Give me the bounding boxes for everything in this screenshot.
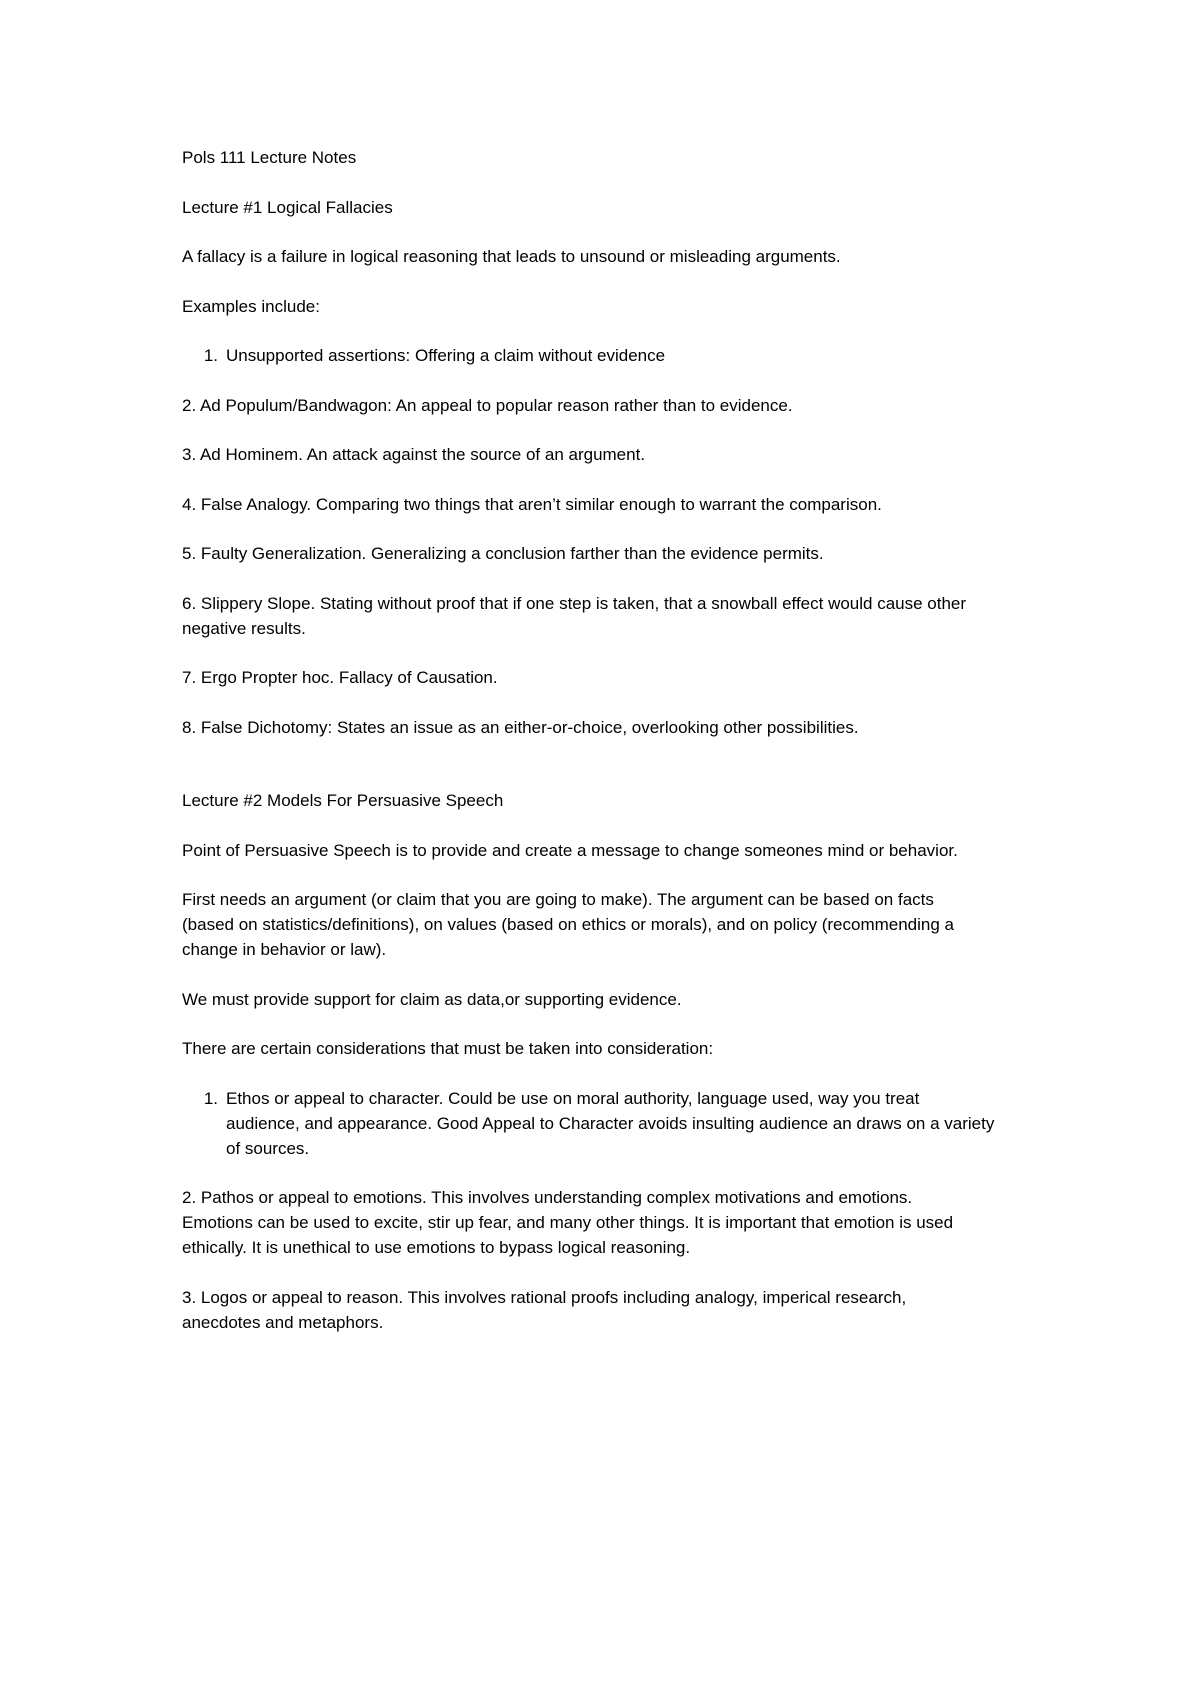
appeal-item-1	[182, 1086, 1042, 1161]
document-body	[182, 145, 1042, 1359]
appeal-item-3: 3. Logos or appeal to reason. This involves rational proofs including analogy, imperical research, anecdotes and metaphors.	[182, 1287, 907, 1332]
section-spacer	[182, 764, 1042, 788]
fallacy-definition: A fallacy is a failure in logical reasoning that leads to unsound or misleading arguments.	[182, 247, 841, 266]
support-paragraph: We must provide support for claim as data,or supporting evidence.	[182, 989, 682, 1009]
fallacy-item-2: 2. Ad Populum/Bandwagon: An appeal to popular reason rather than to evidence.	[182, 395, 793, 415]
fallacy-item-3: 3. Ad Hominem. An attack against the source of an argument.	[182, 445, 646, 464]
appeal-item-1-text: Ethos or appeal to character. Could be use on moral authority, language used, way you treat audience, and appearance. Good Appeal to Character avoids insulting audience an draws on a variety of sources.	[226, 1088, 995, 1158]
document-title: Pols 111 Lecture Notes	[182, 148, 357, 167]
fallacy-item-7: 7. Ergo Propter hoc. Fallacy of Causation.	[182, 668, 498, 687]
considerations-intro: There are certain considerations that must be taken into consideration:	[182, 1039, 714, 1058]
fallacy-item-5: 5. Faulty Generalization. Generalizing a conclusion farther than the evidence permits.	[182, 544, 824, 563]
argument-paragraph: First needs an argument (or claim that you are going to make). The argument can be based on facts (based on statistics/definitions), on values (based on ethics or morals), and on policy (recommending a change in behavior or law).	[182, 890, 954, 959]
appeal-item-1-number: 1.	[203, 1088, 218, 1108]
fallacy-item-8: 8. False Dichotomy: States an issue as an either-or-choice, overlooking other possibilities.	[182, 717, 859, 737]
fallacy-item-1-number: 1.	[203, 346, 218, 365]
lecture1-heading: Lecture #1 Logical Fallacies	[182, 197, 393, 217]
lecture2-heading: Lecture #2 Models For Persuasive Speech	[182, 791, 504, 810]
fallacy-item-1-text: Unsupported assertions: Offering a claim without evidence	[226, 346, 666, 365]
persuasive-point: Point of Persuasive Speech is to provide and create a message to change someones mind or behavior.	[182, 840, 958, 860]
fallacy-item-1	[182, 343, 1042, 368]
appeal-item-2: 2. Pathos or appeal to emotions. This involves understanding complex motivations and emotions. Emotions can be used to excite, stir up fear, and many other things. It is important that emotion is used ethically. It is unethical to use emotions to bypass logical reasoning.	[182, 1188, 954, 1257]
fallacy-item-4: 4. False Analogy. Comparing two things that aren’t similar enough to warrant the comparison.	[182, 494, 882, 514]
fallacy-item-6: 6. Slippery Slope. Stating without proof that if one step is taken, that a snowball effect would cause other negative results.	[182, 593, 967, 638]
examples-intro: Examples include:	[182, 296, 320, 316]
